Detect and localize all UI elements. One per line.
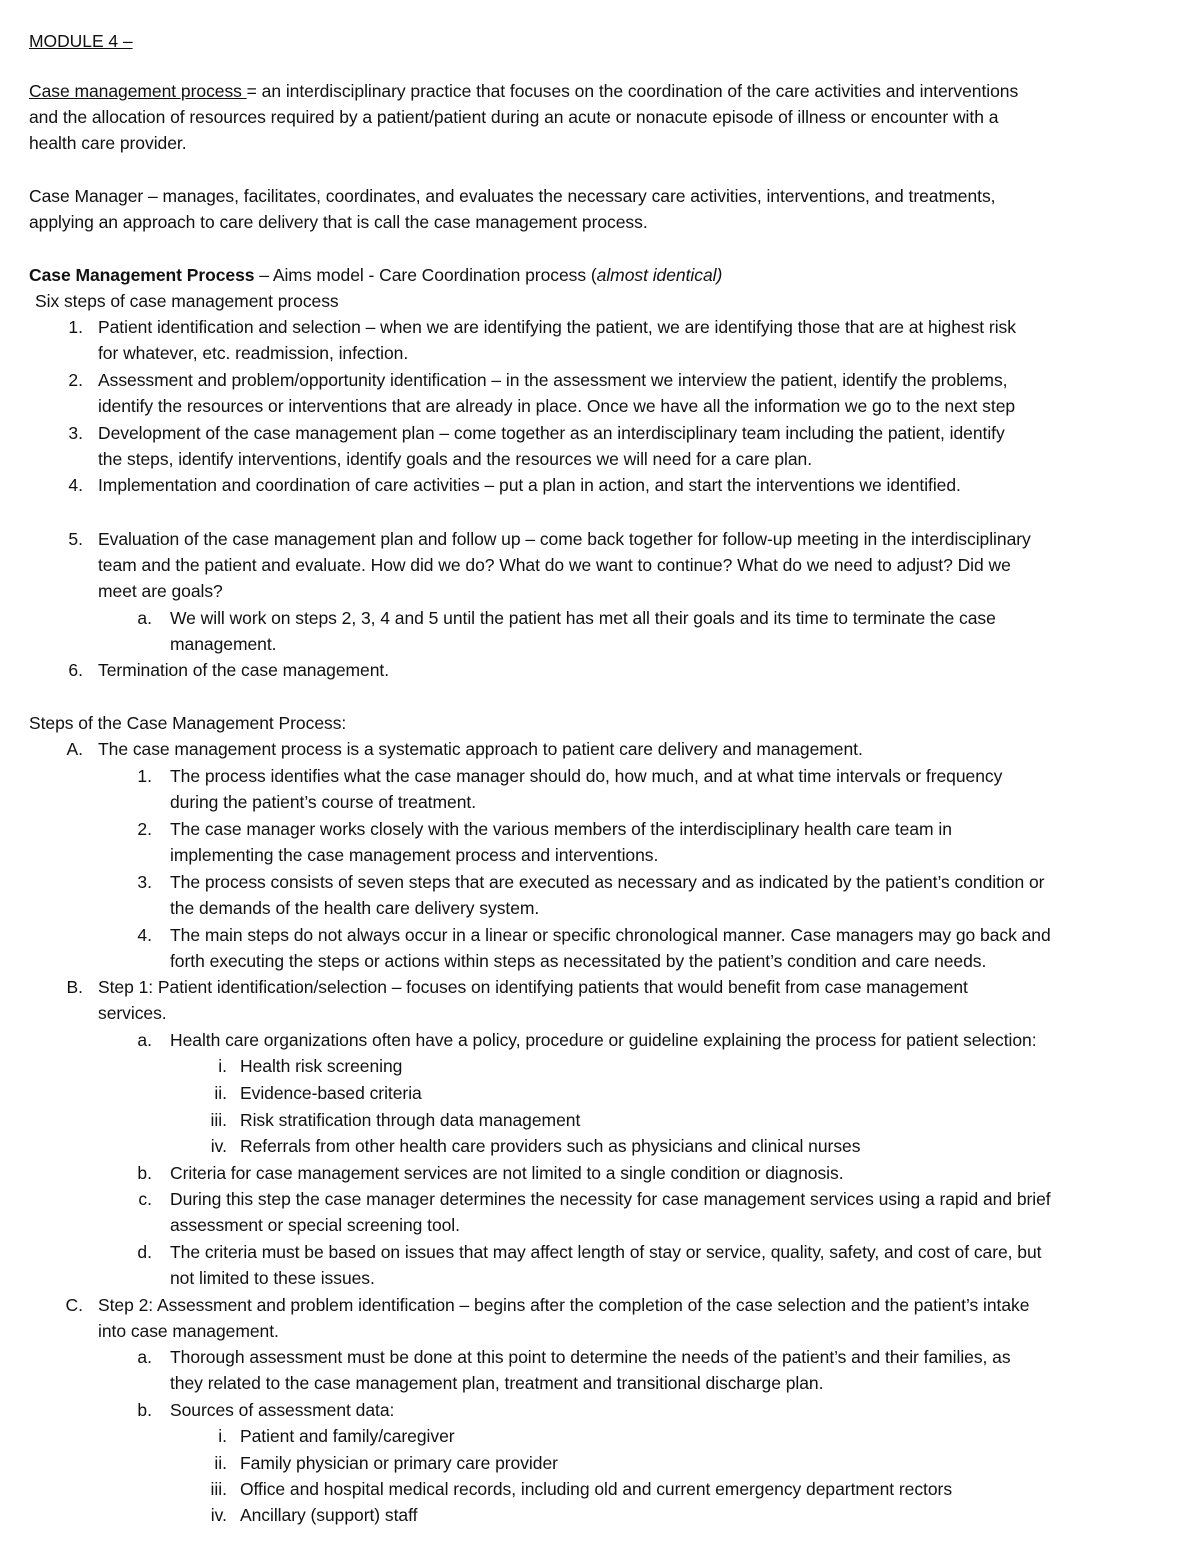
- list-item: During this step the case manager determines the necessity for case management services using a rapid and brief: [170, 1189, 1051, 1209]
- list-item: Implementation and coordination of care activities – put a plan in action, and start the interventions we identified.: [98, 475, 961, 495]
- list-letter: a.: [137, 1347, 152, 1367]
- list-item: Health care organizations often have a policy, procedure or guideline explaining the process for patient selection:: [170, 1030, 1037, 1050]
- list-roman: i.: [218, 1056, 227, 1076]
- list-item-cont: assessment or special screening tool.: [170, 1215, 460, 1235]
- list-item: Assessment and problem/opportunity identification – in the assessment we interview the patient, identify the problems,: [98, 370, 1008, 390]
- section-heading-steps: Steps of the Case Management Process:: [29, 713, 347, 733]
- list-item: Step 1: Patient identification/selection – focuses on identifying patients that would benefit from case management: [98, 977, 968, 997]
- list-item-cont: for whatever, etc. readmission, infection.: [98, 343, 409, 363]
- list-number: 2.: [137, 819, 152, 839]
- list-item-cont: during the patient’s course of treatment.: [170, 792, 477, 812]
- list-item-cont: they related to the case management plan, treatment and transitional discharge plan.: [170, 1373, 824, 1393]
- list-item: Step 2: Assessment and problem identification – begins after the completion of the case selection and the patient’s intake: [98, 1295, 1030, 1315]
- definition-case-manager: Case Manager – manages, facilitates, coordinates, and evaluates the necessary care activities, interventions, and treatments,: [29, 186, 996, 206]
- list-item: The main steps do not always occur in a linear or specific chronological manner. Case managers may go back and: [170, 925, 1051, 945]
- section-heading-italic: almost identical): [596, 265, 723, 285]
- section-subheading: Six steps of case management process: [35, 291, 339, 311]
- definition-text: = an interdisciplinary practice that focuses on the coordination of the care activities and interventions: [246, 81, 1019, 101]
- list-item: Evidence-based criteria: [240, 1083, 422, 1103]
- list-item-cont: the demands of the health care delivery system.: [170, 898, 540, 918]
- list-roman: iv.: [210, 1505, 227, 1525]
- list-item: Health risk screening: [240, 1056, 403, 1076]
- list-item: The process identifies what the case manager should do, how much, and at what time intervals or frequency: [170, 766, 1003, 786]
- section-heading-cm-process: [29, 262, 722, 288]
- list-number: 1.: [68, 317, 83, 337]
- list-letter: B.: [66, 977, 83, 997]
- list-letter: c.: [138, 1189, 152, 1209]
- list-item: Ancillary (support) staff: [240, 1505, 418, 1525]
- list-roman: ii.: [214, 1083, 227, 1103]
- list-letter: C.: [65, 1295, 83, 1315]
- definition-line: and the allocation of resources required by a patient/patient during an acute or nonacute episode of illness or encounter with a: [29, 107, 999, 127]
- list-number: 4.: [137, 925, 152, 945]
- list-roman: iii.: [210, 1110, 227, 1130]
- list-number: 1.: [137, 766, 152, 786]
- list-item: Patient and family/caregiver: [240, 1426, 455, 1446]
- list-letter: b.: [137, 1163, 152, 1183]
- list-item: Risk stratification through data management: [240, 1110, 581, 1130]
- list-letter: A.: [66, 739, 83, 759]
- list-item: The process consists of seven steps that are executed as necessary and as indicated by the patient’s condition or: [170, 872, 1045, 892]
- list-item: The case management process is a systematic approach to patient care delivery and management.: [98, 739, 863, 759]
- list-item: Patient identification and selection – when we are identifying the patient, we are identifying those that are at highest risk: [98, 317, 1016, 337]
- list-item-cont: identify the resources or interventions that are already in place. Once we have all the information we go to the next step: [98, 396, 1016, 416]
- list-letter: a.: [137, 608, 152, 628]
- list-number: 4.: [68, 475, 83, 495]
- list-item-cont: the steps, identify interventions, identify goals and the resources we will need for a care plan.: [98, 449, 813, 469]
- section-heading-bold: Case Management Process: [29, 265, 255, 285]
- section-heading-rest: – Aims model - Care Coordination process (: [254, 265, 597, 285]
- list-item: Family physician or primary care provider: [240, 1453, 558, 1473]
- list-item: The case manager works closely with the various members of the interdisciplinary health care team in: [170, 819, 952, 839]
- list-number: 6.: [68, 660, 83, 680]
- list-item: The criteria must be based on issues that may affect length of stay or service, quality, safety, and cost of care, but: [170, 1242, 1042, 1262]
- list-item: Termination of the case management.: [98, 660, 390, 680]
- list-roman: iv.: [210, 1136, 227, 1156]
- list-item-cont: meet are goals?: [98, 581, 223, 601]
- definition-term: Case management process: [29, 81, 247, 101]
- list-letter: d.: [137, 1242, 152, 1262]
- list-item-cont: implementing the case management process and interventions.: [170, 845, 659, 865]
- definition-line: applying an approach to care delivery that is call the case management process.: [29, 212, 648, 232]
- list-roman: iii.: [210, 1479, 227, 1499]
- list-item: Development of the case management plan – come together as an interdisciplinary team including the patient, identify: [98, 423, 1005, 443]
- list-item-cont: services.: [98, 1003, 167, 1023]
- list-item: We will work on steps 2, 3, 4 and 5 until the patient has met all their goals and its time to terminate the case: [170, 608, 996, 628]
- list-roman: i.: [218, 1426, 227, 1446]
- list-item: Thorough assessment must be done at this point to determine the needs of the patient’s and their families, as: [170, 1347, 1011, 1367]
- list-number: 2.: [68, 370, 83, 390]
- list-item: Sources of assessment data:: [170, 1400, 395, 1420]
- list-item-cont: forth executing the steps or actions within steps as necessitated by the patient’s condition and care needs.: [170, 951, 987, 971]
- definition-case-management-process: [29, 78, 1018, 104]
- list-item-cont: management.: [170, 634, 277, 654]
- list-roman: ii.: [214, 1453, 227, 1473]
- list-number: 3.: [68, 423, 83, 443]
- list-item-cont: team and the patient and evaluate. How did we do? What do we want to continue? What do we need to adjust? Did we: [98, 555, 1011, 575]
- list-item-cont: not limited to these issues.: [170, 1268, 375, 1288]
- list-item: Office and hospital medical records, including old and current emergency department rectors: [240, 1479, 953, 1499]
- list-letter: b.: [137, 1400, 152, 1420]
- list-item-cont: into case management.: [98, 1321, 279, 1341]
- list-item: Criteria for case management services are not limited to a single condition or diagnosis.: [170, 1163, 844, 1183]
- list-item: Evaluation of the case management plan and follow up – come back together for follow-up meeting in the interdisciplinary: [98, 529, 1031, 549]
- list-number: 5.: [68, 529, 83, 549]
- module-heading: MODULE 4 –: [29, 31, 133, 51]
- definition-line: health care provider.: [29, 133, 187, 153]
- list-number: 3.: [137, 872, 152, 892]
- list-item: Referrals from other health care providers such as physicians and clinical nurses: [240, 1136, 861, 1156]
- list-letter: a.: [137, 1030, 152, 1050]
